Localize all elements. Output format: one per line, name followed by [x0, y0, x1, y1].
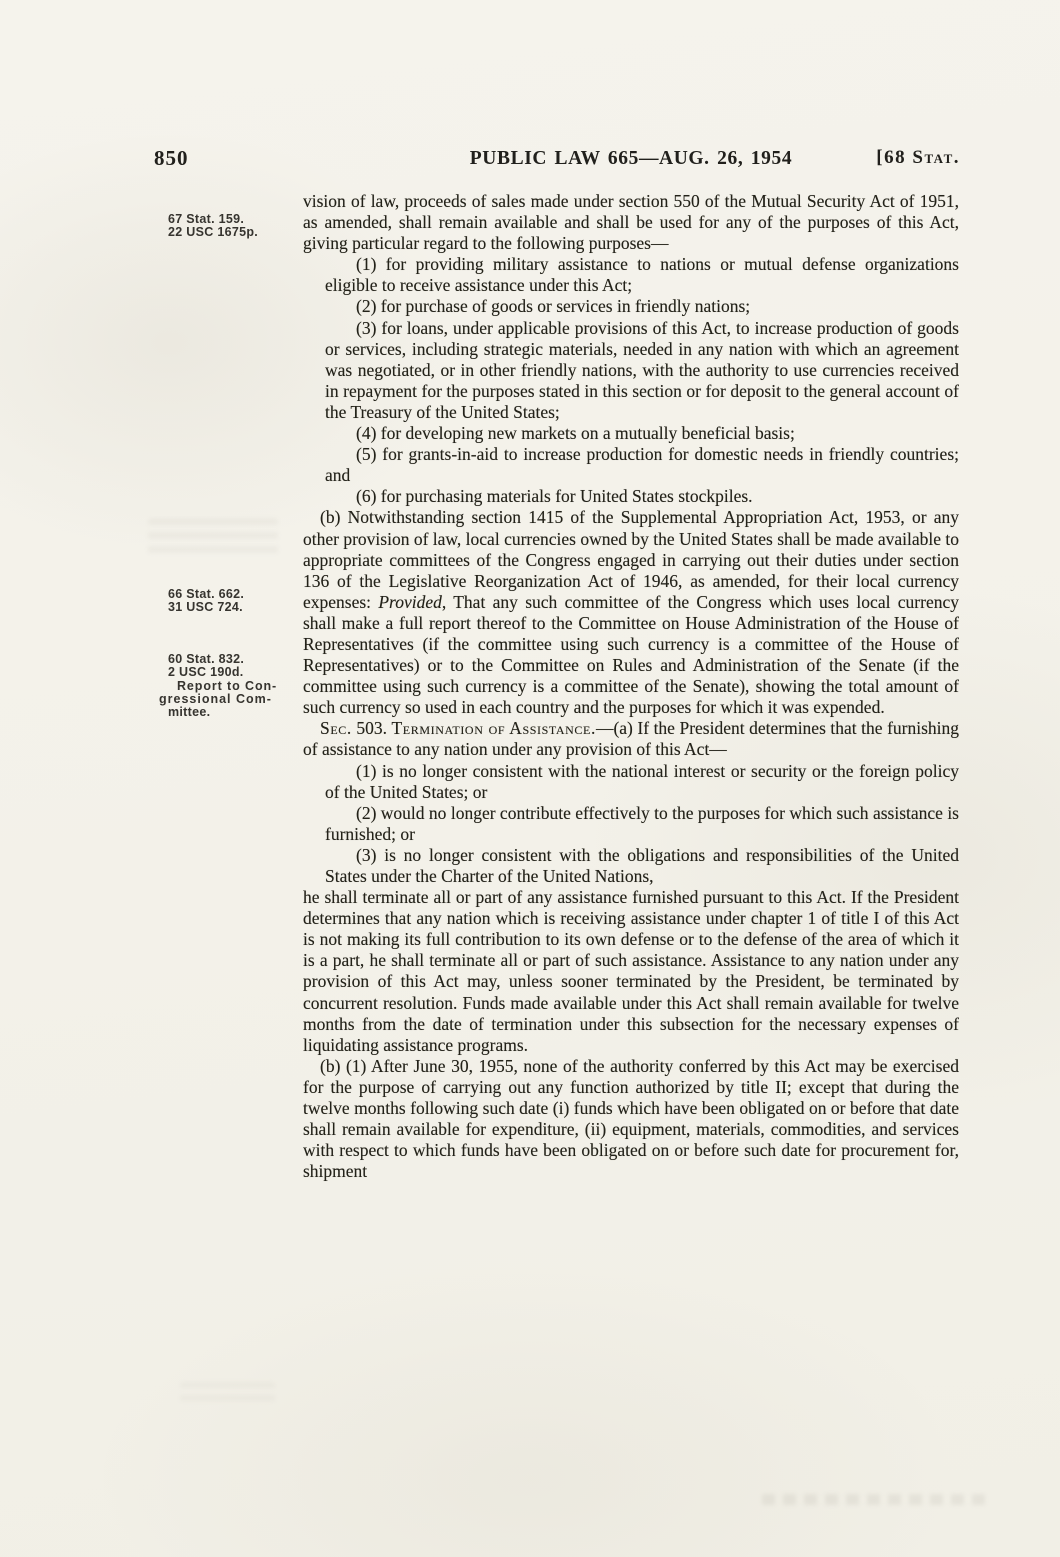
smallcaps-text: Termination of Assistance.: [391, 718, 596, 739]
body-text-segment: , That any such committee of the Congress which uses local currency shall make a full report thereof to the Committee on House Administration of the House of Representatives (if the committee using such currency is a committee of the House of Representatives) or to the Committee on Rules and Administration of the Senate (if the committee using such currency is a committee of the Senate), showing the total amount of such currency so used in each country and the purposes for which it was expended.: [303, 591, 959, 718]
body-text-segment: 503.: [351, 718, 392, 739]
margin-note: [168, 588, 244, 615]
body-text-segment: (b) Notwithstanding section 1415 of the Supplemental Appropriation Act, 1953, or any other provision of law, local currencies owned by the United States shall be made available to appropriate committees of the Congress engaged in carrying out their duties under section 136 of the Legislative Reorganization Act of 1946, as amended, for their local currency expenses:: [303, 507, 959, 612]
body-text-segment: (1) for providing military assistance to nations or mutual defense organizations eligible to receive assistance under this Act;: [325, 254, 959, 296]
margin-note: [159, 652, 278, 720]
statute-paragraph: [303, 191, 959, 254]
stat-volume-ref: [68 Stat.: [876, 147, 960, 168]
margin-note-line: 66 Stat. 662.: [168, 587, 245, 601]
statute-paragraph: [325, 761, 959, 803]
statute-paragraph: [325, 845, 959, 887]
italic-text: Provided: [378, 591, 442, 612]
body-text-segment: (3) is no longer consistent with the obligations and responsibilities of the United States under the Charter of the United Nations,: [325, 844, 959, 886]
statute-paragraph: [325, 803, 959, 845]
margin-note-line: 2 USC 190d.: [168, 665, 244, 680]
body-text-segment: vision of law, proceeds of sales made under section 550 of the Mutual Security Act of 1951, as amended, shall remain available and shall be used for any of the purposes of this Act, giving particular regard to the following purposes—: [303, 191, 959, 254]
body-text-segment: (6) for purchasing materials for United States stockpiles.: [356, 486, 753, 507]
body-text-segment: (2) for purchase of goods or services in friendly nations;: [356, 296, 751, 317]
margin-note-line: 31 USC 724.: [168, 600, 243, 615]
statute-paragraph: [325, 423, 959, 444]
body-text-segment: (2) would no longer contribute effectively to the purposes for which such assistance is furnished; or: [325, 802, 959, 844]
margin-note-line: 67 Stat. 159.: [168, 212, 245, 226]
smallcaps-text: Sec.: [320, 718, 352, 739]
statute-paragraph: [303, 718, 959, 760]
body-text-segment: (5) for grants-in-aid to increase production for domestic needs in friendly countries; and: [325, 444, 959, 486]
margin-notes: [159, 0, 293, 1557]
body-text-segment: he shall terminate all or part of any assistance furnished pursuant to this Act. If the President determines that any nation which is receiving assistance under chapter 1 of title I of this Act is not making its full contribution to its own defense or to the defense of the area of which it is a part, he shall terminate all or part of such assistance. Assistance to any nation under any provision of this Act may, unless sooner terminated by the President, be terminated by concurrent resolution. Funds made available under this Act shall remain available for twelve months from the date of termination under this subsection for the necessary expenses of liquidating assistance programs.: [303, 887, 959, 1055]
margin-note-line: mittee.: [168, 705, 211, 720]
statute-paragraph: [303, 507, 959, 718]
body-text-segment: (1) is no longer consistent with the national interest or security or the foreign policy of the United States; or: [325, 760, 959, 802]
statute-body-text: [303, 191, 959, 1491]
statute-paragraph: [325, 254, 959, 296]
margin-note-line: 22 USC 1675p.: [168, 225, 259, 240]
margin-note-line: gressional Com-: [159, 691, 272, 706]
page-number: 850: [154, 146, 189, 170]
body-text-segment: (4) for developing new markets on a mutually beneficial basis;: [356, 423, 795, 444]
margin-note: [168, 213, 258, 240]
bleed-through-mark: [762, 1494, 987, 1505]
statute-paragraph: [325, 444, 959, 486]
body-text-segment: —(a) If the President determines that the furnishing of assistance to any nation under any provision of this Act—: [303, 718, 959, 760]
running-title: PUBLIC LAW 665—AUG. 26, 1954: [469, 148, 793, 169]
statute-paragraph: [325, 486, 959, 507]
margin-note-line: 60 Stat. 832.: [168, 652, 245, 666]
statute-paragraph: [303, 887, 959, 1056]
margin-note-line: Report to Con-: [177, 678, 278, 693]
statute-paragraph: [325, 318, 959, 423]
body-text-segment: (b) (1) After June 30, 1955, none of the authority conferred by this Act may be exercised for the purpose of carrying out any function authorized by title II; except that during the twelve months following such date (i) funds which have been obligated on or before that date shall remain available for expenditure, (ii) equipment, materials, commodities, and services with respect to which funds have been obligated on or before such date for procurement for, shipment: [303, 1055, 959, 1182]
body-text-segment: (3) for loans, under applicable provisions of this Act, to increase production of goods or services, including strategic materials, needed in any nation with which an agreement was negotiated, or in other friendly nations, with the authority to use currencies received in repayment for the purposes stated in this section or for deposit to the general account of the Treasury of the United States;: [325, 317, 959, 422]
statute-paragraph: [325, 296, 959, 317]
statute-paragraph: [303, 1056, 959, 1183]
